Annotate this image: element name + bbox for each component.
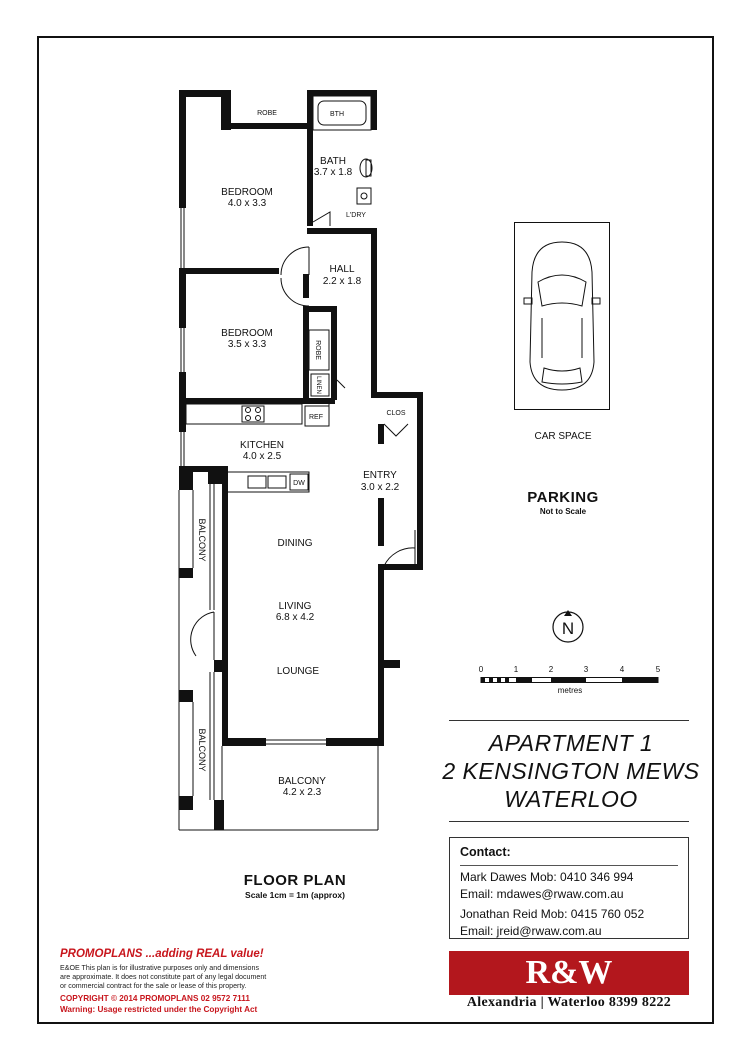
dw-label: DW (293, 480, 305, 487)
car-icon (524, 242, 600, 390)
robe-side-label: ROBE (314, 340, 321, 360)
balcony-main-size: 4.2 x 2.3 (282, 787, 322, 798)
bedroom1-size: 4.0 x 3.3 (227, 198, 267, 209)
parking-title: PARKING (527, 489, 599, 506)
linen-label: LINEN (315, 376, 321, 394)
promo-copyright: COPYRIGHT © 2014 PROMOPLANS 02 9572 7111 (60, 994, 250, 1003)
bedroom2-name: BEDROOM (221, 328, 273, 339)
bath-name: BATH (320, 156, 346, 167)
contact-line: Jonathan Reid Mob: 0415 760 052 (460, 907, 645, 921)
ref-label: REF (309, 414, 323, 421)
address-line-1: APARTMENT 1 (488, 730, 654, 756)
entry-size: 3.0 x 2.2 (360, 482, 400, 493)
scale-tick-2: 2 (548, 665, 554, 674)
promo-disclaimer-line: are approximate. It does not constitute part of any legal document (60, 973, 267, 981)
scale-tick-3: 3 (583, 665, 589, 674)
address-line-3: WATERLOO (504, 786, 638, 812)
scale-tick-5: 5 (655, 665, 661, 674)
contact-divider (460, 865, 678, 866)
entry-name: ENTRY (363, 470, 397, 481)
agency-tagline: Alexandria | Waterloo 8399 8222 (466, 995, 672, 1010)
hall-name: HALL (329, 264, 355, 275)
scale-tick-4: 4 (619, 665, 625, 674)
floor-plan-title: FLOOR PLAN (243, 872, 347, 889)
compass-label: N (561, 619, 575, 638)
dining-name: DINING (277, 538, 313, 549)
address-top-rule (449, 720, 689, 721)
contact-line: Mark Dawes Mob: 0410 346 994 (460, 870, 634, 884)
balcony-side-upper-name: BALCONY (197, 518, 207, 562)
kitchen-size: 4.0 x 2.5 (242, 451, 282, 462)
scale-bar (476, 664, 670, 688)
living-size: 6.8 x 4.2 (275, 612, 315, 623)
agency-logo: R&W (525, 954, 613, 991)
bath-size: 3.7 x 1.8 (313, 167, 353, 178)
scale-tick-0: 0 (478, 665, 484, 674)
contact-email-link[interactable]: Email: mdawes@rwaw.com.au (460, 887, 624, 901)
robe-top-label: ROBE (257, 110, 277, 117)
bedroom1-name: BEDROOM (221, 187, 273, 198)
car-space-label: CAR SPACE (534, 431, 592, 442)
bth-label: BTH (330, 111, 344, 118)
contact-box (449, 837, 689, 939)
promo-warning: Warning: Usage restricted under the Copyright Act (60, 1005, 258, 1014)
lounge-name: LOUNGE (276, 666, 320, 677)
compass-icon (548, 608, 588, 646)
address-bottom-rule (449, 821, 689, 822)
floor-plan-scale: Scale 1cm = 1m (approx) (245, 890, 345, 900)
scale-unit: metres (557, 686, 583, 695)
promo-disclaimer-line: or commercial contract for the sale or lease of this property. (60, 982, 247, 990)
contact-email-link[interactable]: Email: jreid@rwaw.com.au (460, 924, 602, 938)
living-name: LIVING (278, 601, 312, 612)
bedroom2-size: 3.5 x 3.3 (227, 339, 267, 350)
promo-disclaimer-line: E&OE This plan is for illustrative purposes only and dimensions (60, 964, 259, 972)
parking-subtitle: Not to Scale (539, 507, 587, 516)
hall-size: 2.2 x 1.8 (322, 276, 362, 287)
walls (179, 90, 423, 830)
kitchen-name: KITCHEN (240, 440, 284, 451)
clos-label: CLOS (386, 410, 406, 417)
scale-tick-1: 1 (513, 665, 519, 674)
contact-title: Contact: (460, 845, 511, 859)
promo-title: PROMOPLANS ...adding REAL value! (60, 948, 264, 960)
agency-logo-banner (449, 951, 689, 995)
balcony-main-name: BALCONY (278, 776, 326, 787)
balcony-side-lower-name: BALCONY (197, 728, 207, 772)
address-line-2: 2 KENSINGTON MEWS (442, 758, 700, 784)
ldry-label: L'DRY (346, 212, 366, 219)
car-space (514, 222, 610, 410)
promo-disclaimer (60, 964, 275, 991)
